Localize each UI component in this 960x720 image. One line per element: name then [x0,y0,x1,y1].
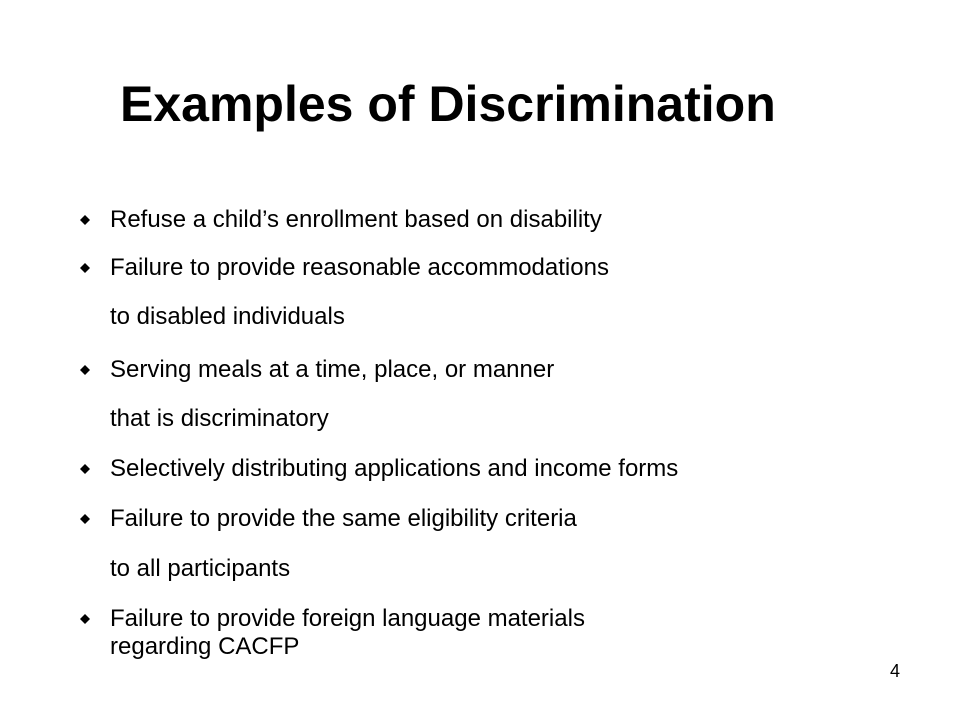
slide-title: Examples of Discrimination [120,76,776,132]
diamond-bullet-icon [80,365,90,375]
bullet-text: Serving meals at a time, place, or manner [110,356,555,383]
diamond-bullet-icon [80,514,90,524]
bullet-text: Selectively distributing applications and income forms [110,455,679,482]
bullet-text: Refuse a child’s enrollment based on disability [110,206,602,233]
diamond-bullet-icon [80,614,90,624]
diamond-bullet-icon [80,464,90,474]
bullet-text: Failure to provide reasonable accommodations [110,254,609,281]
bullet-continuation-text: regarding CACFP [110,633,300,660]
bullet-text: Failure to provide foreign language materials [110,605,585,632]
bullet-continuation-text: to disabled individuals [110,303,345,330]
page-number: 4 [890,661,901,681]
diamond-bullet-icon [80,215,90,225]
bullet-continuation-text: that is discriminatory [110,405,329,432]
bullet-continuation-text: to all participants [110,555,291,582]
bullet-text: Failure to provide the same eligibility criteria [110,505,577,532]
diamond-bullet-icon [80,263,90,273]
